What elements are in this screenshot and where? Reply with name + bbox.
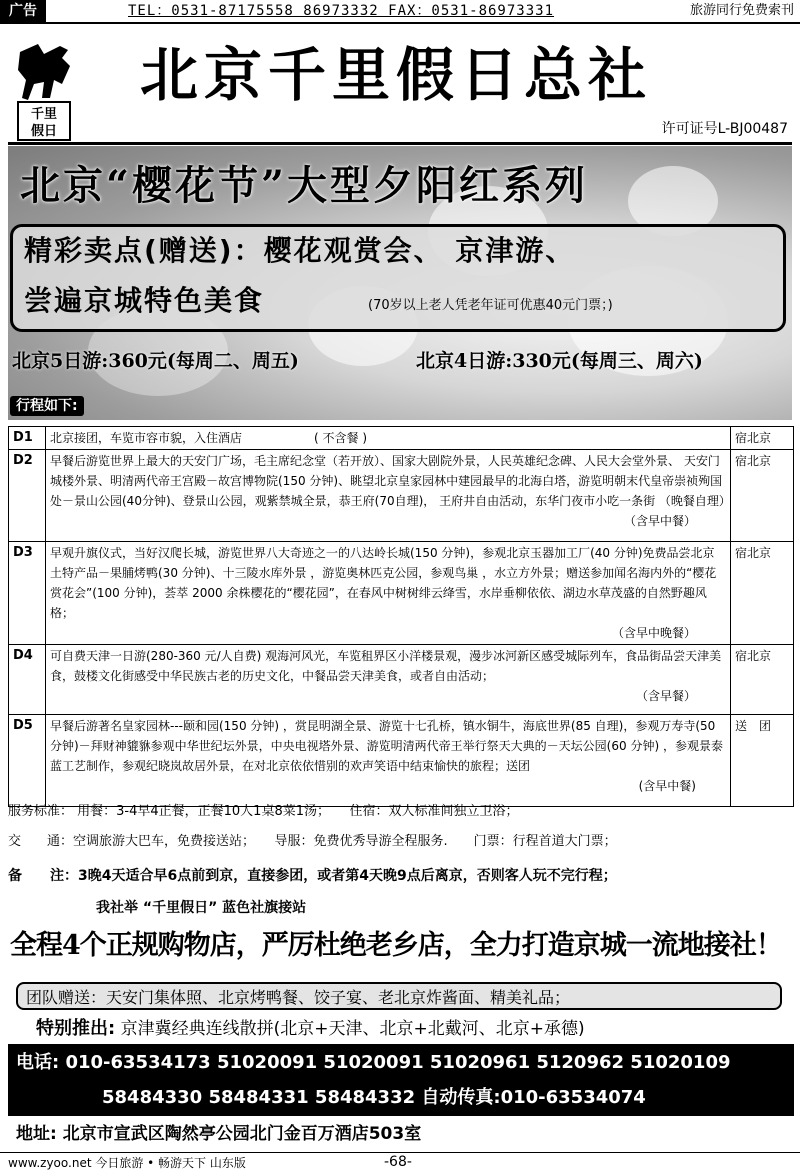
- stay-location: 送 团: [731, 715, 794, 807]
- itinerary-label: 行程如下:: [10, 396, 84, 416]
- group-gift-box: 团队赠送：天安门集体照、北京烤鸭餐、饺子宴、老北京炸酱面、精美礼品；: [16, 982, 782, 1010]
- phone-line-2: 58484330 58484331 58484332 自动传真:010-63534074: [102, 1087, 646, 1108]
- highlight-line-2: 尝遍京城特色美食: [24, 284, 265, 317]
- header-divider: [8, 142, 792, 145]
- tour-5-day-price: 北京5日游:360元(每周二、周五): [12, 350, 299, 372]
- agency-logo: [14, 40, 74, 142]
- campaign-title: 北京“樱花节”大型夕阳红系列: [20, 162, 589, 209]
- flagship-pickup-note: 我社举 “千里假日” 蓝色社旗接站: [96, 900, 307, 916]
- footer-site: www.zyoo.net 今日旅游 • 畅游天下 山东版: [8, 1156, 246, 1170]
- svg-text:假日: 假日: [30, 124, 58, 139]
- free-index-label: 旅游同行免费索刊: [689, 3, 794, 18]
- stay-location: 宿北京: [731, 645, 794, 715]
- day-description: 早观升旗仪式，当好汉爬长城，游览世界八大奇迹之一的八达岭长城(150 分钟)，参观北京玉器加工厂(40 分钟)免费品尝北京土特产品－果脯烤鸭(30 分钟)、十三陵水库外景 ，游览奥林匹克公园，参观鸟巢 ，水立方外景；赠送参加闻名海内外的“樱花赏花会”(100 分钟)，荟萃 2000 余株樱花的“樱花园”，在春风中树树绯云绛雪，水岸垂柳依依、湖边水草茂盛的自然野趣风格； （含早中晚餐）: [46, 542, 731, 645]
- special-offer: [36, 1016, 585, 1042]
- day-description: 早餐后游著名皇家园林---颐和园(150 分钟) ，赏昆明湖全景、游览十七孔桥，镇水铜牛，海底世界(85 自理)，参观万寿寺(50 分钟)－拜财神貔貅参观中华世纪坛外景，中央电视塔外景、游览明清两代帝王举行祭天大典的－天坛公园(60 分钟) ，参观景泰蓝工艺制作，参观纪晓岚故居外景，在对北京依依惜别的欢声笑语中结束愉快的旅程；送团 (含早中餐): [46, 715, 731, 807]
- meal-info: （含早中晚餐）: [611, 626, 696, 640]
- senior-discount-note: (70岁以上老人凭老年证可优惠40元门票；): [368, 298, 613, 313]
- tour-4-day-price: 北京4日游:330元(每周三、周六): [416, 350, 703, 372]
- service-transport: 交 通：空调旅游大巴车，免费接送站； 导服：免费优秀导游全程服务. 门票：行程首道大门票；: [8, 834, 617, 849]
- top-tel-fax: TEL：0531-87175558 86973332 FAX：0531-86973331: [128, 3, 555, 19]
- day-description: 早餐后游览世界上最大的天安门广场，毛主席纪念堂（若开放）、国家大剧院外景，人民英雄纪念碑、人民大会堂外景、 天安门城楼外景、明清两代帝王宫殿－故宫博物院(150 分钟)、眺望北京皇家园林中建园最早的北海白塔，游览明朝末代皇帝崇祯殉国处－景山公园(40分钟)、登景山公园，观紫禁城全景，恭王府(70自理)， 王府井自由活动，东华门夜市小吃一条街 （晚餐自理） （含早中餐）: [46, 450, 731, 542]
- day-label: D5: [9, 715, 46, 807]
- table-row: [9, 542, 794, 645]
- address: 地址: 北京市宣武区陶然亭公园北门金百万酒店503室: [16, 1124, 422, 1144]
- day-description: 可自费天津一日游(280-360 元/人自费) 观海河风光，车览租界区小洋楼景观，漫步冰河新区感受城际列车，食品街品尝天津美食，鼓楼文化街感受中华民族古老的历史文化，中餐品尝天津美食，或者自由活动； （含早餐）: [46, 645, 731, 715]
- day-label: D2: [9, 450, 46, 542]
- license-number: 许可证号L-BJ00487: [661, 121, 788, 137]
- table-row: [9, 715, 794, 807]
- stay-location: 宿北京: [731, 542, 794, 645]
- stay-location: 宿北京: [731, 450, 794, 542]
- day-label: D4: [9, 645, 46, 715]
- table-row: [9, 450, 794, 542]
- note-label: 备 注：: [8, 868, 78, 884]
- meal-info: ( 不含餐 ): [314, 431, 368, 445]
- meal-info: （含早中餐）: [623, 514, 696, 528]
- ad-tag: 广告: [0, 0, 46, 22]
- stay-location: 宿北京: [731, 427, 794, 450]
- page-number: -68-: [384, 1154, 412, 1170]
- special-label: 特别推出:: [36, 1018, 116, 1039]
- service-note: [8, 866, 617, 886]
- note-text: 3晚4天适合早6点前到京，直接参团，或者第4天晚9点后离京，否则客人玩不完行程；: [78, 868, 617, 884]
- service-standard: 服务标准： 用餐：3-4早4正餐，正餐10人1桌8菜1汤； 住宿：双人标准间独立卫浴；: [8, 804, 519, 819]
- top-contact-line: [128, 1, 554, 21]
- meal-info: （含早餐）: [635, 689, 696, 703]
- highlight-line-1: 精彩卖点(赠送)：樱花观赏会、 京津游、: [24, 234, 576, 267]
- day-label: D3: [9, 542, 46, 645]
- logo-text: 千里: [30, 107, 58, 122]
- meal-info: (含早中餐): [638, 779, 696, 793]
- day-description: 北京接团，车览市容市貌，入住酒店 ( 不含餐 ): [46, 427, 731, 450]
- shopping-slogan: 全程4个正规购物店，严厉杜绝老乡店，全力打造京城一流地接社！: [10, 930, 782, 961]
- table-row: [9, 645, 794, 715]
- day-label: D1: [9, 427, 46, 450]
- agency-name: 北京千里假日总社: [140, 41, 653, 109]
- itinerary-table: [8, 426, 794, 807]
- phone-line-1: 电话: 010-63534173 51020091 51020091 51020961 5120962 51020109: [16, 1052, 731, 1073]
- special-text: 京津冀经典连线散拼(北京+天津、北京+北戴河、北京+承德): [120, 1019, 585, 1039]
- logo-horse-icon: [18, 44, 70, 100]
- table-row: [9, 427, 794, 450]
